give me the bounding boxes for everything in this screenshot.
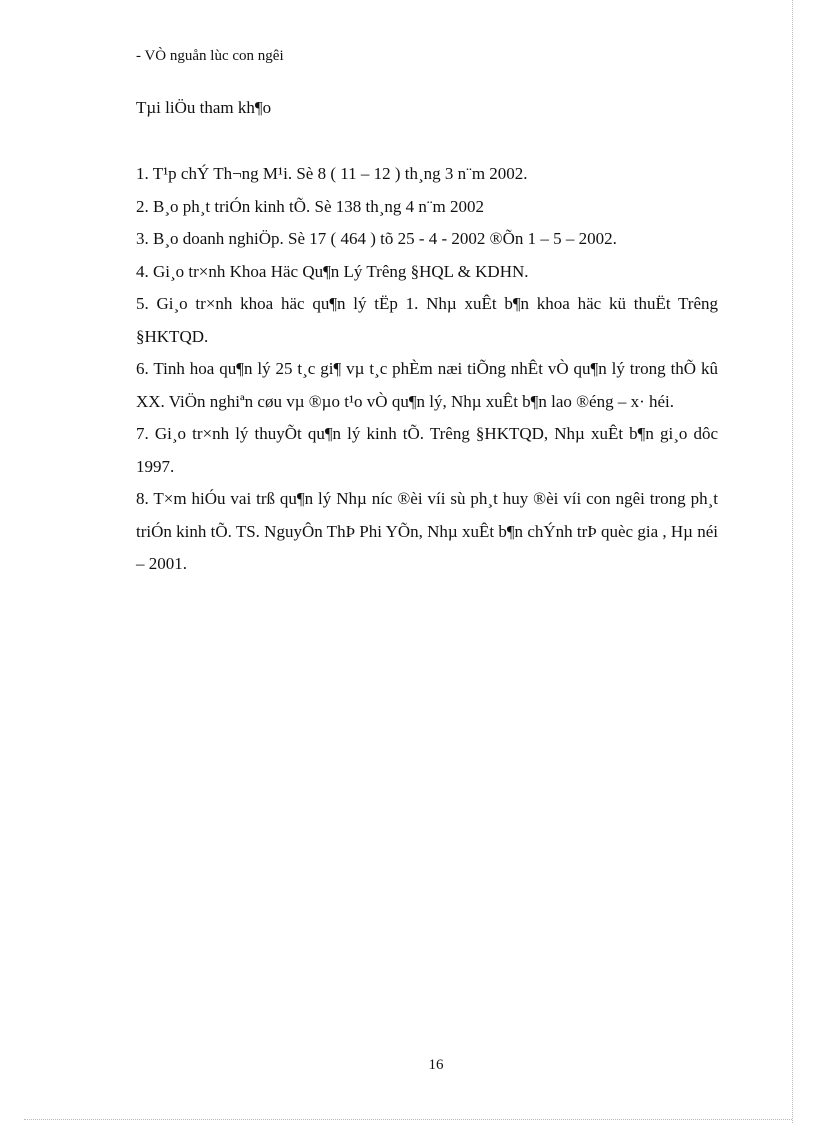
reference-item: 3. B¸o doanh nghiÖp. Sè 17 ( 464 ) tõ 25 - 4 - 2002 ®Õn 1 – 5 – 2002. [136,229,617,248]
page-bottom-border [24,1119,792,1120]
reference-item: 1. T¹p chÝ Th¬ng M¹i. Sè 8 ( 11 – 12 ) th¸ng 3 n¨m 2002. [136,164,528,183]
page-right-border [792,0,793,1123]
reference-item: 7. Gi¸o tr×nh lý thuyÕt qu¶n lý kinh tÕ. Trêng §HKTQD, Nhµ xuÊt b¶n gi¸o dôc 1997. [136,424,718,476]
reference-list [136,158,718,581]
page-number-text: 16 [428,1057,444,1073]
reference-item: 8. T×m hiÓu vai trß qu¶n lý Nhµ níc ®èi víi sù ph¸t huy ®èi víi con ngêi trong ph¸t triÓn kinh tÕ. TS. NguyÔn ThÞ Phi YÕn, Nhµ xuÊt b¶n chÝnh trÞ quèc gia , Hµ néi – 2001. [136,489,718,573]
reference-item: 6. Tinh hoa qu¶n lý 25 t¸c gi¶ vµ t¸c phÈm næi tiÕng nhÊt vÒ qu¶n lý trong thÕ kû XX. ViÖn nghiªn cøu vµ ®µo t¹o vÒ qu¶n lý, Nhµ xuÊt b¶n lao ®éng – x· héi. [136,359,718,411]
top-line: - VÒ nguån lùc con ngêi [136,48,284,64]
references-heading: Tµi liÖu tham kh¶o [136,98,272,117]
reference-item: 4. Gi¸o tr×nh Khoa Häc Qu¶n Lý Trêng §HQL & KDHN. [136,261,529,281]
reference-item: 5. Gi¸o tr×nh khoa häc qu¶n lý tËp 1. Nhµ xuÊt b¶n khoa häc kü thuËt Trêng §HKTQD. [136,294,718,346]
page-number [0,1057,816,1074]
reference-item: 2. B¸o ph¸t triÓn kinh tÕ. Sè 138 th¸ng 4 n¨m 2002 [136,196,485,216]
